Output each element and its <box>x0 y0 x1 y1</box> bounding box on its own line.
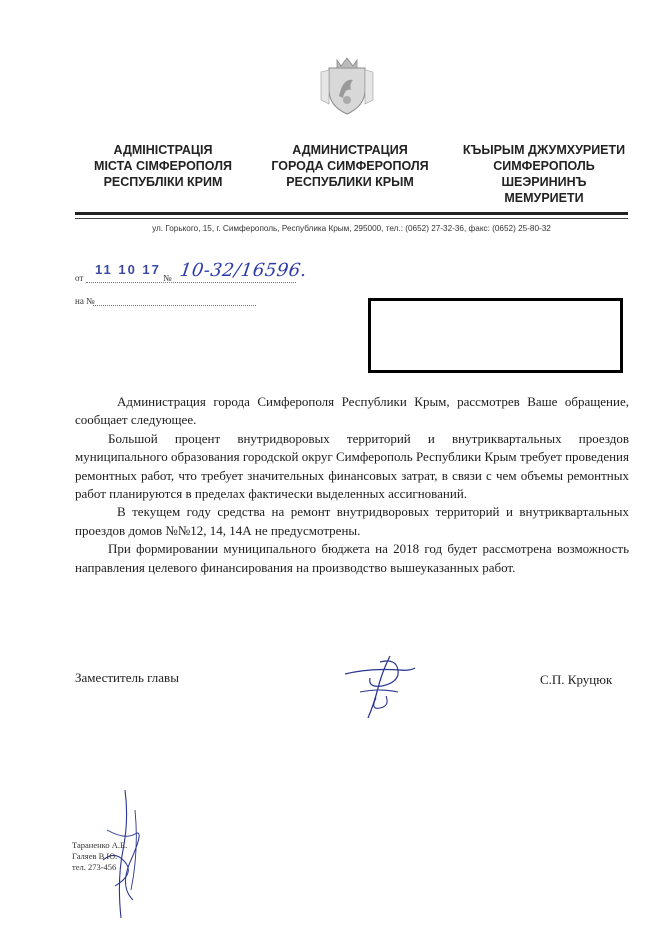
signatory-name: С.П. Круцюк <box>540 672 613 687</box>
recipient-redaction-box <box>368 298 623 373</box>
body-paragraph: Большой процент внутридворовых территорий и внутриквартальных проездов муниципального образования городской округ Симферополь Республики Крым требует проведения ремонтных работ, что требует значительных финансовых затрат, в связи с чем объемы ремонтных работ планируются в пределах фактически выделенных ассигнований. <box>75 430 629 502</box>
coat-of-arms-icon <box>319 54 375 116</box>
ref-from-label: от <box>75 273 84 283</box>
signatory-title: Заместитель главы <box>75 670 179 685</box>
ref-number-label: № <box>163 273 172 283</box>
header-line: РЕСПУБЛІКИ КРИМ <box>103 175 223 189</box>
address-line: ул. Горького, 15, г. Симферополь, Республика Крым, 295000, тел.: (0652) 27-32-36, факс: (0652) 25-80-32 <box>152 224 551 233</box>
header-line: МІСТА СІМФЕРОПОЛЯ <box>94 159 232 173</box>
header-line: РЕСПУБЛИКИ КРЫМ <box>286 175 414 189</box>
body-paragraph: В текущем году средства на ремонт внутридворовых территорий и внутриквартальных проездов домов №№12, 14, 14А не предусмотрены. <box>75 504 629 538</box>
ref-date-stamp: 11 10 17 <box>95 262 161 277</box>
header-crimean-tatar <box>449 142 639 206</box>
header-ukrainian <box>68 142 258 190</box>
body-paragraph: Администрация города Симферополя Республики Крым, рассмотрев Ваше обращение, сообщает следующее. <box>75 394 629 428</box>
header-line: МЕМУРИЕТИ <box>504 191 584 205</box>
handwritten-signature-icon <box>340 652 420 724</box>
ref-underline <box>93 305 256 306</box>
header-line: ШЕЭРИНИНЪ <box>501 175 587 189</box>
header-line: АДМІНІСТРАЦІЯ <box>113 143 213 157</box>
ref-to-label: на № <box>75 296 95 306</box>
header-line: АДМИНИСТРАЦИЯ <box>292 143 408 157</box>
contact-line: Галяев В.Ю. <box>72 851 118 861</box>
contact-line: Тараненко А.Е. <box>72 840 128 850</box>
header-line: СИМФЕРОПОЛЬ <box>493 159 595 173</box>
ref-underline <box>86 282 296 283</box>
executor-contact <box>72 840 127 873</box>
body-paragraph: При формировании муниципального бюджета на 2018 год будет рассмотрена возможность направления целевого финансирования на производство вышеуказанных работ. <box>75 541 629 575</box>
letter-body <box>75 393 629 577</box>
header-divider-thin <box>75 218 628 219</box>
header-russian <box>255 142 445 190</box>
contact-line: тел. 273-456 <box>72 862 117 872</box>
header-divider <box>75 212 628 215</box>
header-line: КЪЫРЫМ ДЖУМХУРИЕТИ <box>462 143 626 157</box>
header-line: ГОРОДА СИМФЕРОПОЛЯ <box>271 159 429 173</box>
ref-number-handwritten: 10-32/16596. <box>178 260 309 281</box>
